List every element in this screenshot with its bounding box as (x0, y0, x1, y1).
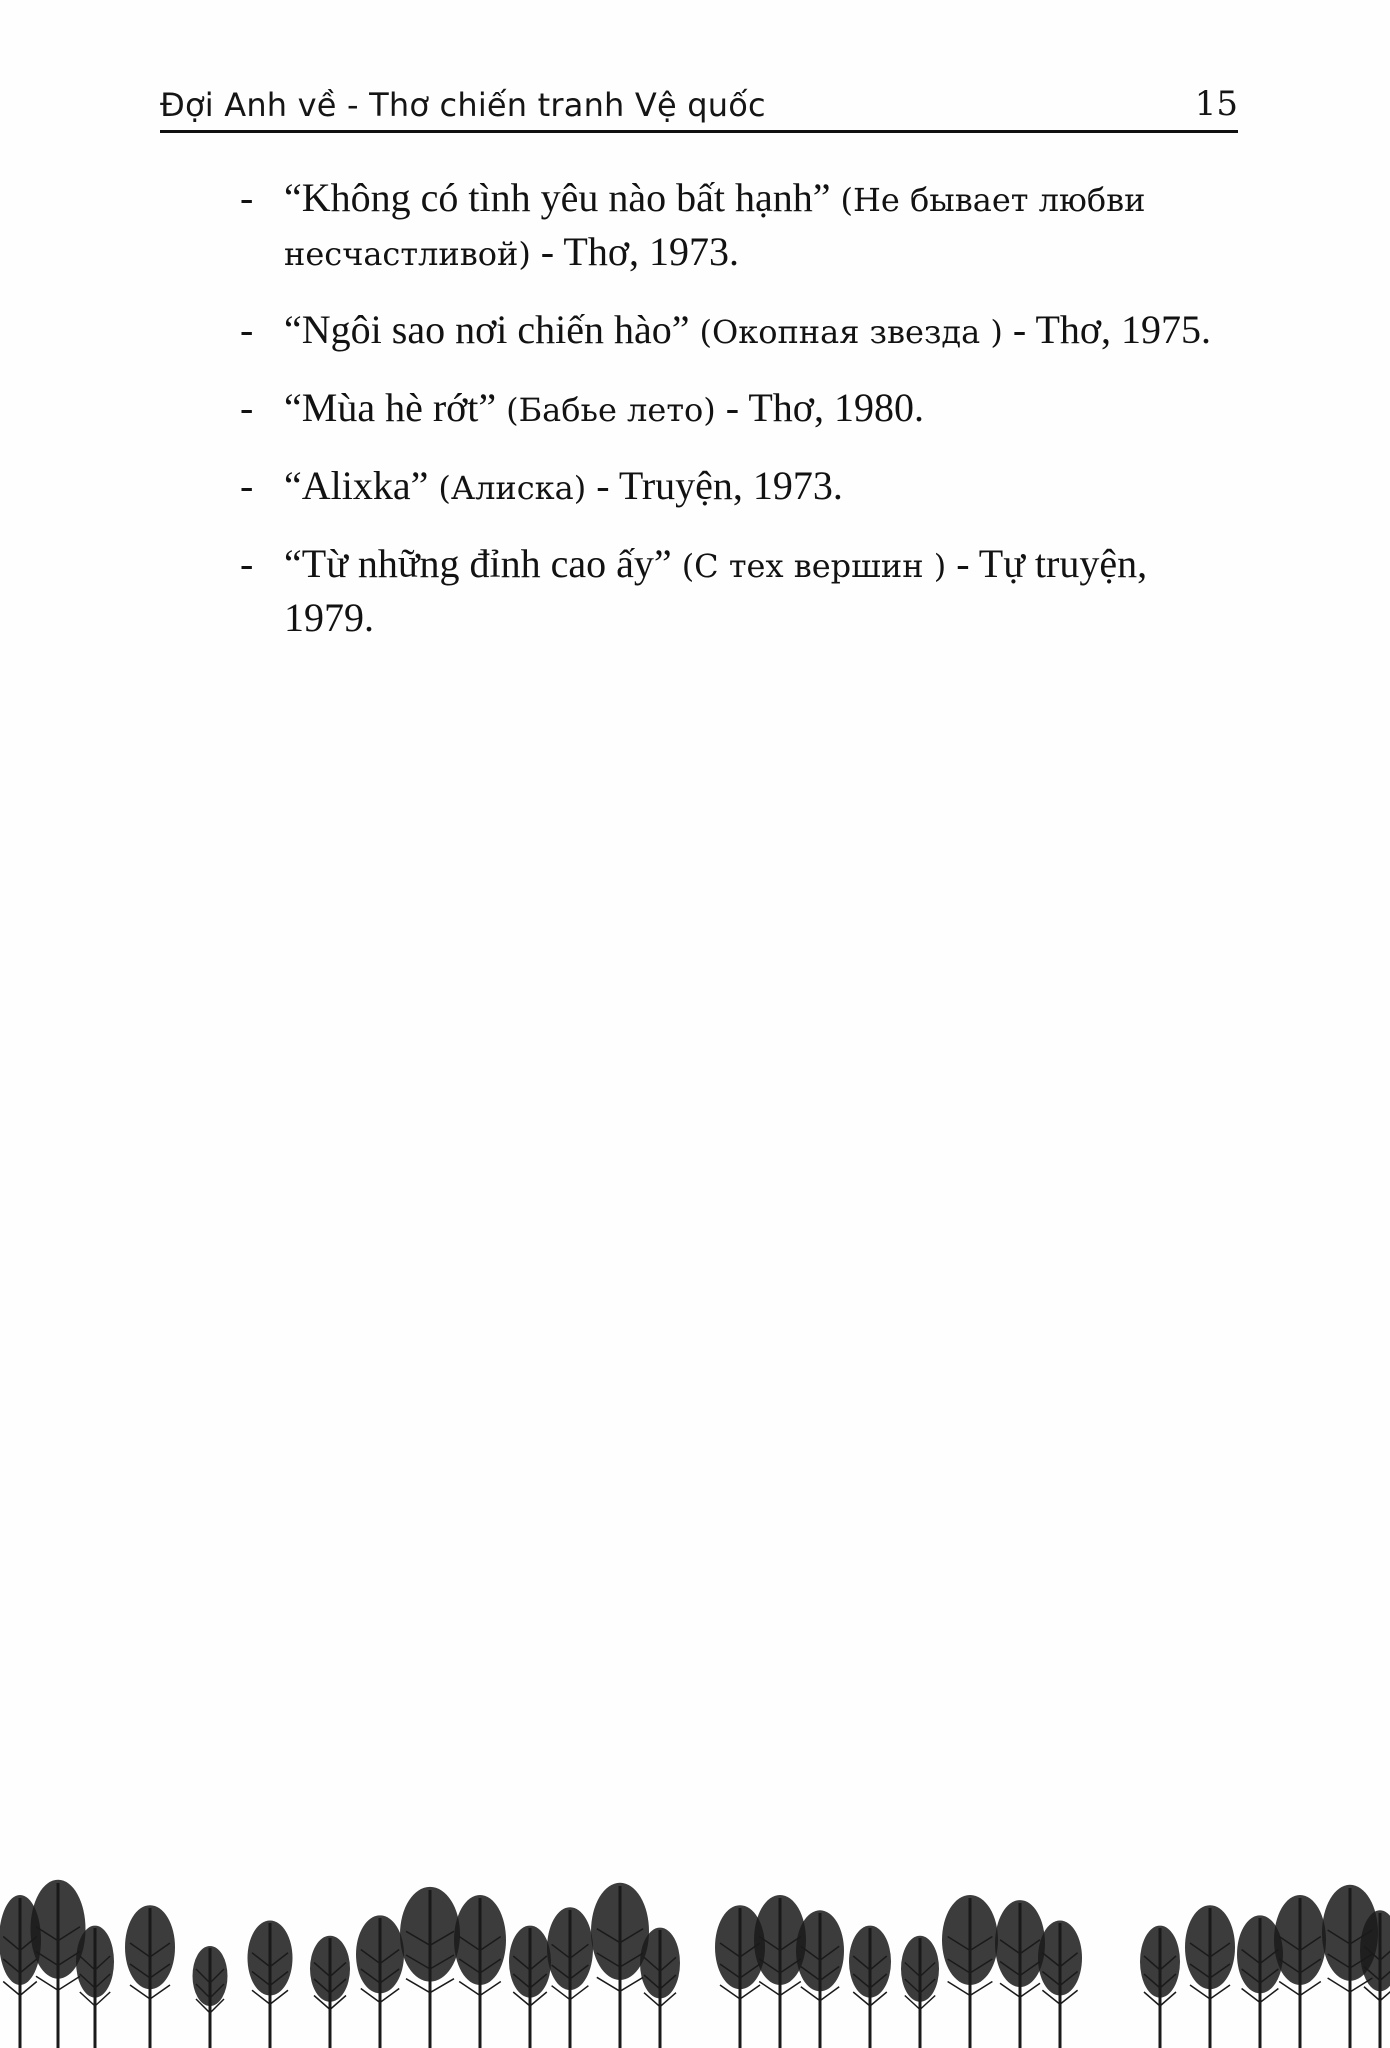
page-number: 15 (1194, 84, 1238, 124)
list-dash: - (240, 307, 254, 352)
work-original-title: (Не бывает любви несчастливой) (284, 181, 1146, 273)
tree-crown (76, 1926, 114, 1998)
tree-crown (901, 1936, 939, 2002)
list-item (240, 304, 1240, 358)
work-title: “Ngôi sao nơi chiến hào” (284, 307, 690, 352)
tree-crown (995, 1900, 1045, 1987)
list-dash: - (240, 463, 254, 508)
list-item (240, 382, 1240, 436)
tree-crown (1274, 1895, 1326, 1985)
tree-crown (640, 1928, 680, 1999)
tree-crown (248, 1921, 293, 1996)
work-title: “Mùa hè rớt” (284, 385, 497, 430)
work-original-title: (С тех вершин ) (681, 547, 947, 585)
work-title: “Không có tình yêu nào bất hạnh” (284, 175, 831, 220)
tree-crown (356, 1915, 404, 1993)
tree-crown (796, 1910, 844, 1991)
work-title: “Từ những đỉnh cao ấy” (284, 541, 672, 586)
tree-crown (942, 1895, 998, 1985)
work-details: - Thơ, 1980. (725, 385, 924, 430)
work-title: “Alixka” (284, 463, 429, 508)
work-details: - Thơ, 1975. (1012, 307, 1212, 352)
running-title: Đợi Anh về - Thơ chiến tranh Vệ quốc (160, 86, 766, 124)
work-original-title: (Бабье лето) (506, 391, 716, 429)
list-item (240, 172, 1240, 280)
work-details: - Thơ, 1973. (540, 229, 739, 274)
work-original-title: (Алиска) (438, 469, 587, 507)
work-details: - Tự truyện, 1979. (284, 541, 1148, 640)
tree-crown (1140, 1926, 1180, 1998)
tree-line-decoration (0, 1878, 1390, 2048)
works-list (240, 172, 1240, 668)
tree-crown (454, 1895, 506, 1985)
tree-crown (1185, 1905, 1235, 1989)
work-original-title: (Окопная звезда ) (699, 313, 1003, 351)
running-header (160, 78, 1238, 133)
list-item (240, 460, 1240, 514)
tree-crown (849, 1926, 891, 1998)
tree-crown (509, 1926, 551, 1998)
list-dash: - (240, 175, 254, 220)
list-dash: - (240, 541, 254, 586)
list-item (240, 538, 1240, 644)
tree-crown (125, 1905, 175, 1989)
list-dash: - (240, 385, 254, 430)
tree-crown (310, 1936, 350, 2002)
work-details: - Truyện, 1973. (596, 463, 843, 508)
tree-crown (400, 1887, 460, 1982)
tree-crown (1038, 1921, 1082, 1996)
tree-crown (547, 1907, 593, 1990)
